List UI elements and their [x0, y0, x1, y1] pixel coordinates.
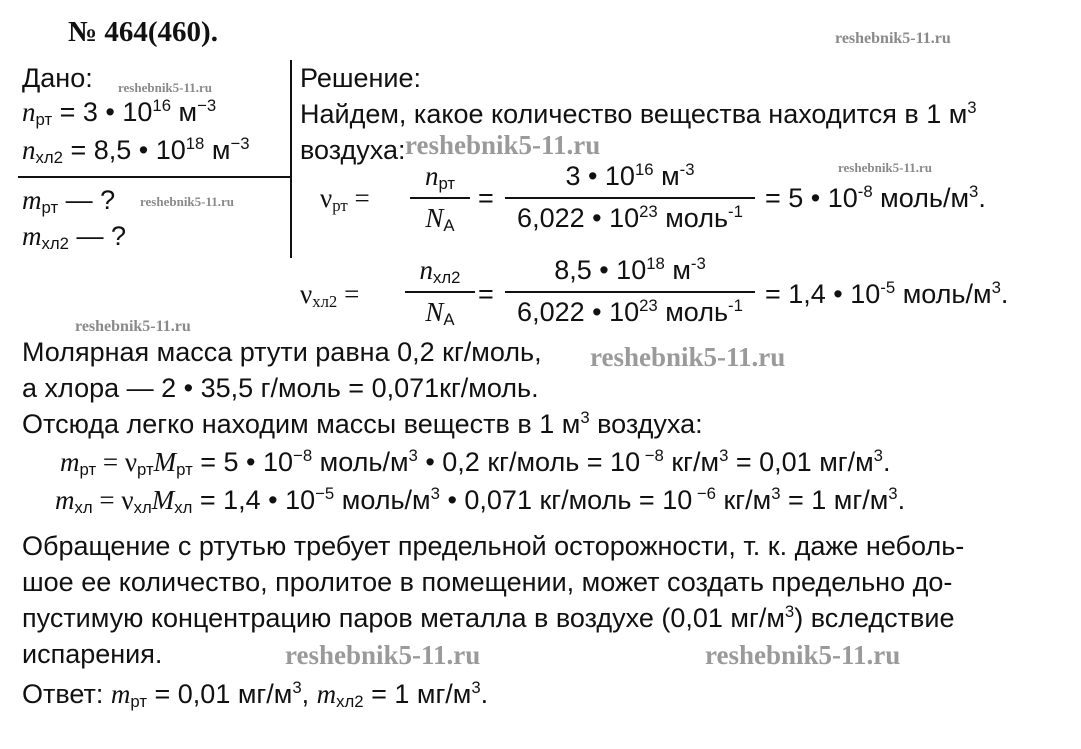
eq1-den-value: 6,022 • $10^{23}$ моль$^{-1}$	[517, 201, 743, 233]
eq2-num-value: 8,5 • $10^{18}$ $м^{-3}$	[554, 253, 706, 285]
paragraph-line-2: шое ее количество, пролитое в помещении, может создать предельно до-	[22, 567, 953, 597]
watermark: reshebnik5-11.ru	[140, 194, 235, 209]
paragraph-line-4: испарения.	[22, 639, 163, 669]
mass-equation-chlorine: $m_{хл} = \nu_{хл}M_{хл} = 1,4$ • $10^{-5}$ моль/$м^3$ • 0,071 кг/моль = 10 $^{-6}$ $кг/м^3 = 1$ $мг/м^3$.	[55, 483, 906, 518]
solution-label: Решение:	[300, 63, 422, 93]
given-n-rt: $n_{рт} = 3$ • $10^{16}$ $м^{-3}$	[22, 95, 217, 130]
eq2-den-symbol: $N_A$	[425, 297, 455, 330]
mass-equation-mercury: $m_{рт} = \nu_{рт}M_{рт} = 5$ • $10^{-8}$ моль/$м^3$ • 0,2 кг/моль = 10 $^{-8}$ $кг/м^3 = 0,01$ $мг/м^3$.	[60, 445, 891, 480]
solution-line2: воздуха:	[300, 135, 406, 165]
watermark: reshebnik5-11.ru	[75, 318, 191, 335]
watermark: reshebnik5-11.ru	[590, 342, 786, 372]
watermark: reshebnik5-11.ru	[838, 160, 933, 175]
answer: Ответ: $m_{рт} = 0,01$ $мг/м^3$, $m_{хл2} = 1$ $мг/м^3$.	[22, 677, 489, 712]
watermark: reshebnik5-11.ru	[285, 640, 481, 670]
eq1-num-value: 3 • $10^{16}$ $м^{-3}$	[565, 159, 695, 191]
eq2-num-symbol: $n_{хл2}$	[419, 255, 461, 288]
masses-intro: Отсюда легко находим массы веществ в 1 $м^3$ воздуха:	[22, 407, 703, 439]
eq2-fraction-bar-2	[505, 291, 755, 293]
eq1-result: = 5 • $10^{-8}$ моль/$м^3$.	[765, 181, 986, 213]
molar-mass-mercury: Молярная масса ртути равна 0,2 кг/моль,	[22, 337, 542, 367]
given-n-chl: $n_{хл2} = 8,5$ • $10^{18}$ $м^{-3}$	[22, 133, 250, 168]
eq1-num-symbol: $n_{рт}$	[424, 161, 456, 194]
paragraph-line-3: пустимую концентрацию паров металла в воздухе (0,01 $мг/м^3$) вследствие	[22, 601, 955, 633]
eq1-den-symbol: $N_A$	[425, 203, 455, 236]
watermark: reshebnik5-11.ru	[835, 30, 951, 47]
find-m-rt: $m_{рт}$ — ?	[22, 185, 116, 218]
eq1-fraction-bar	[410, 197, 470, 199]
eq2-fraction-bar	[405, 291, 475, 293]
eq1-lhs: $\nu_{рт}$ =	[320, 183, 370, 216]
watermark: reshebnik5-11.ru	[705, 640, 901, 670]
eq2-den-value: 6,022 • $10^{23}$ моль$^{-1}$	[517, 295, 743, 327]
watermark: reshebnik5-11.ru	[118, 80, 213, 95]
eq1-fraction-bar-2	[505, 197, 755, 199]
given-divider	[18, 176, 290, 178]
eq2-result: = 1,4 • $10^{-5}$ моль/$м^3$.	[765, 277, 1009, 309]
given-separator	[290, 60, 292, 258]
paragraph-line-1: Обращение с ртутью требует предельной осторожности, т. к. даже неболь-	[22, 531, 965, 561]
problem-number: № 464(460).	[68, 16, 218, 48]
given-label: Дано:	[22, 63, 93, 93]
molar-mass-chlorine: а хлора — 2 • 35,5 г/моль = 0,071кг/моль.	[22, 373, 539, 403]
find-m-chl: $m_{хл2}$ — ?	[22, 221, 126, 254]
eq2-lhs: $\nu_{хл2}$ =	[300, 279, 360, 312]
solution-line1: Найдем, какое количество вещества находится в 1 $м^3$	[300, 97, 977, 129]
watermark: reshebnik5-11.ru	[405, 130, 601, 160]
